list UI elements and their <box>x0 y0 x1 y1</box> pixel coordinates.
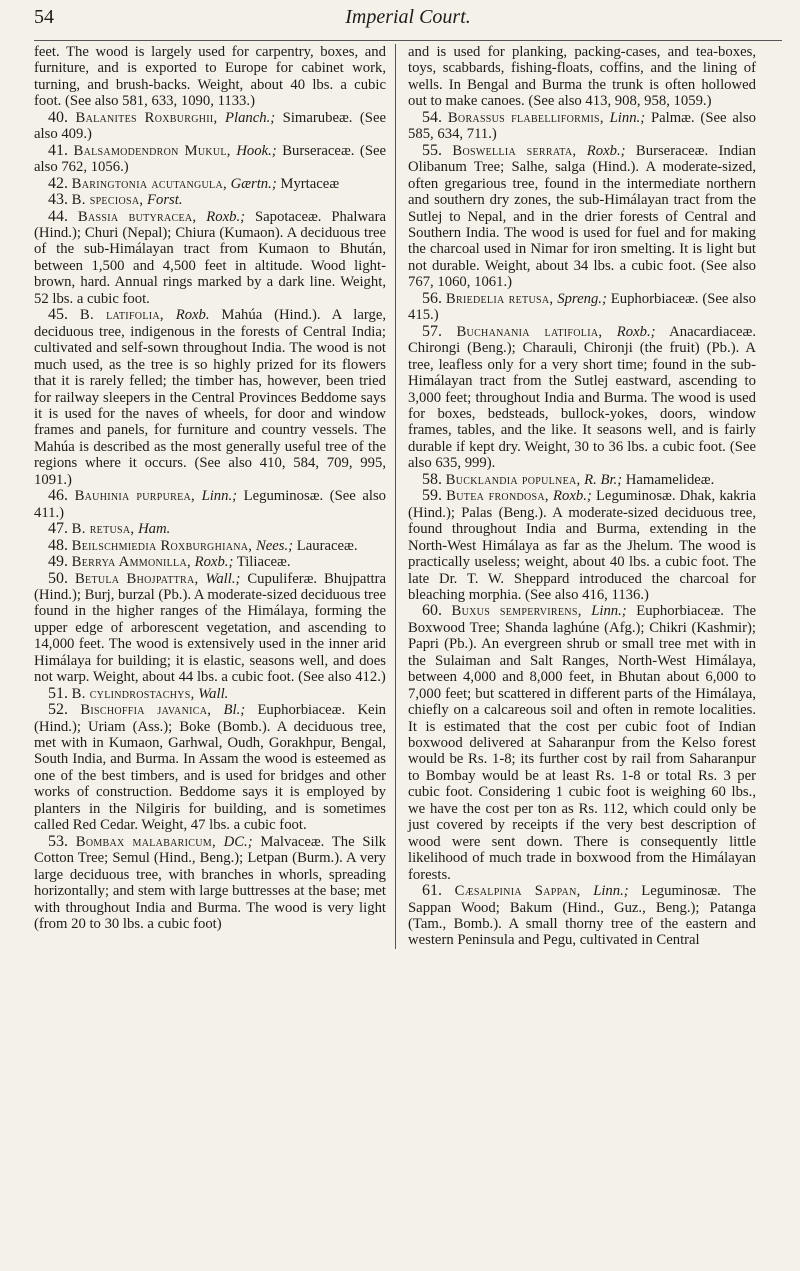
authority: Roxb.; <box>206 208 246 225</box>
entry-number: 46. <box>48 487 68 505</box>
entry-number: 49. <box>48 553 68 571</box>
species-name: Beilschmiedia Roxburghiana, <box>71 537 253 554</box>
species-entry <box>408 883 756 949</box>
species-entry <box>408 324 756 472</box>
entry-text: Leguminosæ. (See also 411.) <box>34 488 387 521</box>
book-page <box>0 4 800 1271</box>
entry-text: Lauraceæ. <box>293 537 358 554</box>
species-name: Borassus flabelliformis, <box>447 109 604 126</box>
authority: Bl.; <box>223 702 246 719</box>
entry-number: 50. <box>48 569 68 587</box>
species-name: Buxus sempervirens, <box>451 603 582 620</box>
entry-number: 51. <box>48 684 68 702</box>
entry-text: Leguminosæ. Dhak, kakria (Hind.); Palas (Beng.). A moderate-sized deciduous tree, found throughout India and Burma, extending in the North-West Himálaya as far as the Jhelum. The wood is practically useless; weight, about 40 lbs. a cubic foot. The late Dr. T. W. Sheppard introduced the charcoal for bleaching morphia. (See also 416, 1136.) <box>408 488 757 603</box>
entry-text: Mahúa (Hind.). A large, deciduous tree, indigenous in the forests of Central India; cultivated and self-sown throughout India. The wood is not much used, as the tree is so highly prized for its flowers that it is rarely felled; the timber has, however, been tried for railway sleepers in the Central Provinces Beddome says it is used for the naves of wheels, for door and window frames and panels, for furniture and country vessels. The Mahúa is described as the most generally useful tree of the regions where it occurs. (See also 410, 584, 709, 995, 1091.) <box>34 307 387 488</box>
entry-number: 61. <box>422 882 442 900</box>
authority: Hook.; <box>236 142 277 159</box>
two-column-body <box>34 44 782 949</box>
species-entry <box>34 571 386 686</box>
authority: Forst. <box>147 192 183 209</box>
authority: Linn.; <box>609 109 646 126</box>
species-name: Balanites Roxburghii, <box>75 109 218 126</box>
entry-text: feet. The wood is largely used for carpentry, boxes, and furniture, and is exported to Europe for cabinet work, turning, and brush-backs. Weight, about 40 lbs. a cubic foot. (See also 581, 633, 1090, 1133.) <box>34 44 386 110</box>
species-entry <box>408 603 756 883</box>
entry-number: 47. <box>48 520 68 538</box>
continued-paragraph <box>34 44 386 110</box>
entry-number: 55. <box>422 141 442 159</box>
continued-paragraph <box>408 44 756 110</box>
right-column <box>395 44 756 949</box>
authority: Planch.; <box>225 109 276 126</box>
species-name: Buchanania latifolia, <box>456 323 603 340</box>
species-entry <box>34 209 386 308</box>
species-name: Balsamodendron Mukul, <box>73 142 231 159</box>
entry-number: 52. <box>48 701 68 719</box>
header-rule <box>34 40 782 41</box>
authority: DC.; <box>223 833 253 850</box>
entry-number: 56. <box>422 289 442 307</box>
species-name: Cæsalpinia Sappan, <box>454 883 581 900</box>
authority: Nees.; <box>255 537 294 554</box>
entry-text: Palmæ. (See also 585, 634, 711.) <box>408 109 757 143</box>
entry-text: Anacardiaceæ. Chirongi (Beng.); Charauli, Chironji (the fruit) (Pb.). A tree, leafless only for a very short time; found in the sub-Himálayan tract from the Sutlej eastward, ascending to 3,000 feet; throughout India and Burma. The wood is used for boxes, bedsteads, bullock-yokes, doors, window frames, tables, and the like. It seasons well, and is fairly durable if kept dry. Weight, 30 to 36 lbs. a cubic foot. (See also 635, 999). <box>408 323 757 472</box>
left-column <box>34 44 395 949</box>
species-entry <box>34 554 386 570</box>
species-entry <box>408 143 756 291</box>
species-name: Baringtonia acutangula, <box>71 175 227 192</box>
entry-number: 40. <box>48 108 68 126</box>
species-entry <box>34 521 386 537</box>
authority: Gærtn.; <box>230 175 277 192</box>
entry-number: 45. <box>48 306 68 324</box>
species-entry <box>34 702 386 834</box>
entry-text: Euphorbiaceæ. Kein (Hind.); Uriam (Ass.); Boke (Bomb.). A deciduous tree, met with in Kumaon, Garhwal, Oudh, Gorakhpur, Bengal, South India, and Burma. In Assam the wood is esteemed as one of the best timbers, and is used for bridges and other works of construction. Beddome says it is employed by planters in the Nilgiris for building, and is sometimes called Red Cedar. Weight, 47 lbs. a cubic foot. <box>34 702 386 834</box>
running-head <box>34 4 782 38</box>
species-entry <box>34 307 386 488</box>
authority: Roxb.; <box>586 142 626 159</box>
entry-text: and is used for planking, packing-cases, and tea-boxes, toys, scabbards, fishing-floats, coffins, and the lining of wells. In Bengal and Burma the trunk is often hollowed out to make canoes. (See also 413, 908, 958, 1059.) <box>408 44 756 110</box>
authority: Spreng.; <box>557 290 607 307</box>
entry-text: Leguminosæ. The Sappan Wood; Bakum (Hind., Guz., Beng.); Patanga (Tam., Bomb.). A small thorny tree of the eastern and western Peninsula and Pegu, cultivated in Central <box>408 883 757 949</box>
species-name: Butea frondosa, <box>446 488 549 505</box>
authority: Wall.; <box>205 570 241 587</box>
entry-number: 44. <box>48 207 68 225</box>
entry-text: Simarubeæ. (See also 409.) <box>34 109 387 143</box>
species-name: Briedelia retusa, <box>445 290 554 307</box>
species-entry <box>34 110 386 143</box>
species-entry <box>34 834 386 933</box>
species-entry <box>34 176 386 192</box>
entry-number: 53. <box>48 832 68 850</box>
entry-text: Burseraceæ. (See also 762, 1056.) <box>34 142 387 176</box>
entry-number: 43. <box>48 191 68 209</box>
authority: Linn.; <box>593 883 629 900</box>
species-name: Bischoffia javanica, <box>80 702 212 719</box>
entry-text: Sapotaceæ. Phalwara (Hind.); Churi (Nepal); Chiura (Kumaon). A deciduous tree of the sub-Himálayan tract from Kumaon to Bhután, between 1,500 and 4,500 feet in altitude. Wood light-brown, hard. Annual rings marked by a dark line. Weight, 52 lbs. a cubic foot. <box>34 208 386 307</box>
species-entry <box>34 488 386 521</box>
authority: Roxb.; <box>553 488 592 505</box>
authority: Roxb. <box>175 307 210 324</box>
entry-number: 58. <box>422 470 442 488</box>
species-name: Bassia butyracea, <box>77 208 197 225</box>
entry-text: Euphorbiaceæ. (See also 415.) <box>408 290 756 324</box>
authority: R. Br.; <box>584 471 623 488</box>
species-name: B. retusa, <box>71 521 135 538</box>
entry-text: Burseraceæ. Indian Olibanum Tree; Salhe, salga (Hind.). A moderate-sized, often gregarious tree, found in the intermediate northern and southern dry zones, the sub-Himálayan tract from the Sutlej to Nepal, and in the drier forests of Central and Southern India. The wood is used for fuel and for making the charcoal used in Nimar for iron smelting. It is light but not durable. Weight, about 34 lbs. a cubic foot. (See also 767, 1060, 1061.) <box>408 142 757 291</box>
entry-number: 54. <box>422 108 442 126</box>
entry-number: 42. <box>48 174 68 192</box>
entry-text: Cupuliferæ. Bhujpattra (Hind.); Burj, burzal (Pb.). A moderate-sized deciduous tree found in the higher ranges of the Himálaya, forming the upper edge of arborescent vegetation, and ascending to 14,000 feet. The wood is extensively used in the inner arid Himálaya for building; it is elastic, seasons well, and does not warp. Weight, about 44 lbs. a cubic foot. (See also 412.) <box>34 570 387 686</box>
species-name: Boswellia serrata, <box>452 142 577 159</box>
species-name: Berrya Ammonilla, <box>71 554 191 571</box>
entry-number: 48. <box>48 536 68 554</box>
authority: Wall. <box>198 685 229 702</box>
authority: Linn.; <box>201 488 238 505</box>
authority: Ham. <box>138 521 171 538</box>
species-entry <box>408 291 756 324</box>
species-name: Betula Bhojpattra, <box>74 570 199 587</box>
authority: Linn.; <box>591 603 627 620</box>
species-entry <box>408 472 756 488</box>
entry-text: Euphorbiaceæ. The Boxwood Tree; Shanda laghúne (Afg.); Chikri (Kashmir); Papri (Pb.). An evergreen shrub or small tree met with in the Sulaiman and Salt Ranges, North-West Himálaya, between 4,000 and 8,000 feet, in Bhutan about 6,000 to 7,000 feet; but scattered in different parts of the Himálaya, chiefly on a calcareous soil and often in remote localities. It is estimated that the cost per cubic foot of Indian boxwood delivered at Saharanpur from the Kelso forest would be Rs. 1-8; its further cost by rail from Saharanpur to Bombay would be at least Rs. 1-8 or total Rs. 3 per cubic foot. Considering 1 cubic foot is weighing 60 lbs., we have the cost per ton as Rs. 112, which could only be just covered by receipts if the very best description of wood were sent down. There is consequently little likelihood of much trade in boxwood from the Himálayan forests. <box>408 603 757 883</box>
species-name: Bauhinia purpurea, <box>74 488 195 505</box>
entry-number: 60. <box>422 602 442 620</box>
species-entry <box>408 110 756 143</box>
species-name: Bombax malabaricum, <box>75 833 216 850</box>
running-title: Imperial Court. <box>345 6 471 28</box>
species-name: B. cylindrostachys, <box>71 685 195 702</box>
entry-text: Hamamelideæ. <box>622 471 715 488</box>
entry-text: Malvaceæ. The Silk Cotton Tree; Semul (Hind., Beng.); Letpan (Burm.). A very large deciduous tree, with branches in whorls, spreading horizontally; and stem with large buttresses at the base; met with throughout India and Burma. The wood is very light (from 20 to 30 lbs. a cubic foot) <box>34 833 387 933</box>
species-entry <box>408 488 756 603</box>
species-entry <box>34 538 386 554</box>
entry-number: 59. <box>422 487 442 505</box>
entry-text: Tiliaceæ. <box>233 554 291 571</box>
entry-number: 57. <box>422 322 442 340</box>
authority: Roxb.; <box>194 554 234 571</box>
species-entry <box>34 192 386 208</box>
species-name: B. speciosa, <box>71 192 144 209</box>
species-entry <box>34 686 386 702</box>
entry-text: Myrtaceæ <box>276 175 340 192</box>
species-name: Bucklandia populnea, <box>445 471 581 488</box>
entry-number: 41. <box>48 141 68 159</box>
page-number: 54 <box>34 6 54 28</box>
species-entry <box>34 143 386 176</box>
authority: Roxb.; <box>616 323 656 340</box>
species-name: B. latifolia, <box>79 307 164 324</box>
